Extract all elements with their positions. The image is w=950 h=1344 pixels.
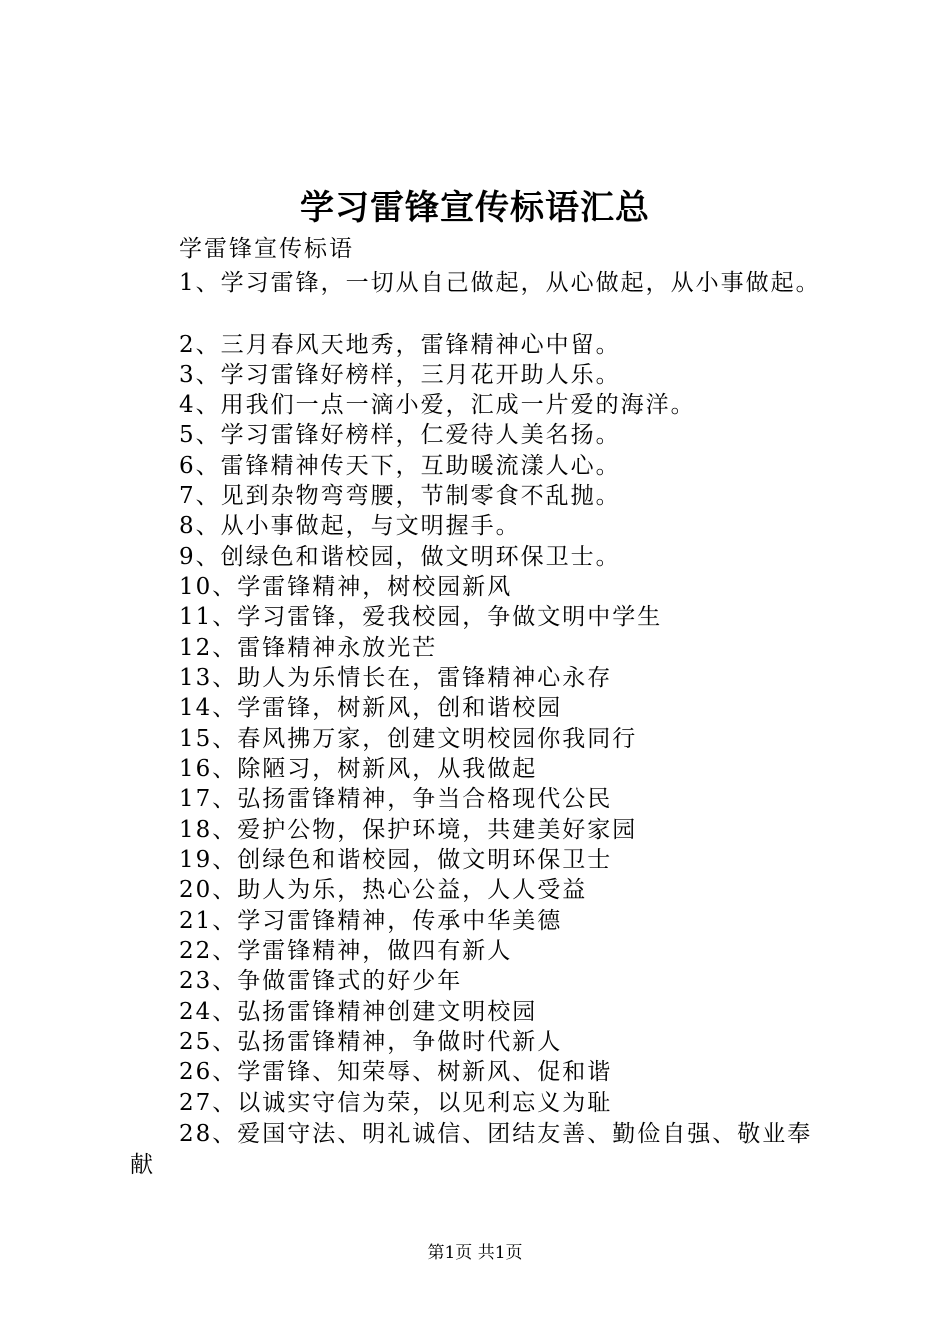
list-item: 26、学雷锋、知荣辱、树新风、促和谐 [179,1059,613,1085]
list-item: 27、以诚实守信为荣，以见利忘义为耻 [179,1090,613,1116]
list-item: 25、弘扬雷锋精神，争做时代新人 [179,1029,563,1055]
list-item: 10、学雷锋精神，树校园新风 [179,574,513,600]
list-item: 2、三月春风天地秀，雷锋精神心中留。 [179,332,621,358]
list-item: 12、雷锋精神永放光芒 [179,635,438,661]
list-item: 19、创绿色和谐校园，做文明环保卫士 [179,847,613,873]
list-item: 6、雷锋精神传天下，互助暖流漾人心。 [179,453,621,479]
list-item: 14、学雷锋，树新风，创和谐校园 [179,695,563,721]
list-item: 18、爱护公物，保护环境，共建美好家园 [179,817,638,843]
list-item: 1、学习雷锋，一切从自己做起，从心做起，从小事做起。 [179,270,821,296]
list-item: 20、助人为乐，热心公益，人人受益 [179,877,588,903]
list-item: 11、学习雷锋，爱我校园，争做文明中学生 [179,604,663,630]
list-item: 23、争做雷锋式的好少年 [179,968,463,994]
list-item: 3、学习雷锋好榜样，三月花开助人乐。 [179,362,621,388]
list-item: 13、助人为乐情长在，雷锋精神心永存 [179,665,613,691]
list-item: 17、弘扬雷锋精神，争当合格现代公民 [179,786,613,812]
list-item: 8、从小事做起，与文明握手。 [179,513,521,539]
list-item: 4、用我们一点一滴小爱，汇成一片爱的海洋。 [179,392,696,418]
list-item: 28、爱国守法、明礼诚信、团结友善、勤俭自强、敬业奉 [179,1121,813,1147]
section-heading: 学雷锋宣传标语 [179,236,354,262]
list-item: 24、弘扬雷锋精神创建文明校园 [179,999,538,1025]
page-footer: 第1页 共1页 [427,1243,523,1263]
list-item: 16、除陋习，树新风，从我做起 [179,756,538,782]
list-item-continuation: 献 [130,1152,153,1178]
list-item: 22、学雷锋精神，做四有新人 [179,938,513,964]
page-title: 学习雷锋宣传标语汇总 [300,188,650,228]
list-item: 15、春风拂万家，创建文明校园你我同行 [179,726,638,752]
list-item: 21、学习雷锋精神，传承中华美德 [179,908,563,934]
list-item: 5、学习雷锋好榜样，仁爱待人美名扬。 [179,422,621,448]
list-item: 9、创绿色和谐校园，做文明环保卫士。 [179,544,621,570]
list-item: 7、见到杂物弯弯腰，节制零食不乱抛。 [179,483,621,509]
